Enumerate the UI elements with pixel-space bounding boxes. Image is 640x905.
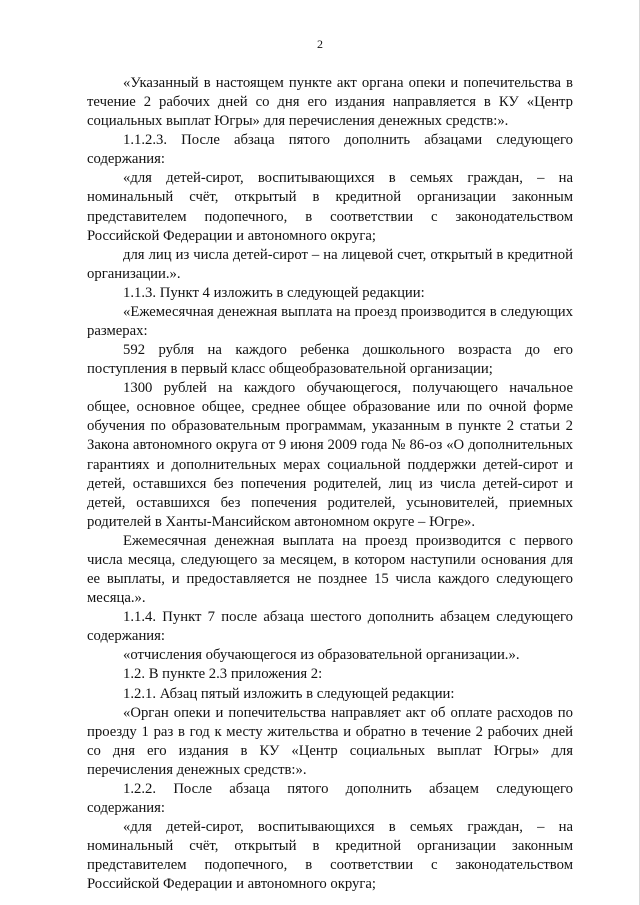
paragraph-8: 1300 рублей на каждого обучающегося, получающего начальное общее, основное общее, среднее общее образование или по очной форме обучения по образовательным программам, указанным в пункте 2 статьи 2 Закона автономного округа от 9 июня 2009 года № 86-оз «О дополнительных гарантиях и дополнительных мерах социальной поддержки детей-сирот и детей, оставшихся без попечения родителей, лиц из числа детей-сирот и детей, оставшихся без попечения родителей, усыновителей, приемных родителей в Ханты-Мансийском автономном округе – Югре». bbox=[87, 380, 573, 530]
page-number: 2 bbox=[317, 37, 323, 51]
paragraph-15: 1.2.2. После абзаца пятого дополнить абзацем следующего содержания: bbox=[87, 780, 573, 816]
paragraph-3: «для детей-сирот, воспитывающихся в семьях граждан, – на номинальный счёт, открытый в кредитной организации законным представителем подопечного, в соответствии с законодательством Российской Федерации и автономного округа; bbox=[87, 170, 573, 244]
paragraph-6: «Ежемесячная денежная выплата на проезд производится в следующих размерах: bbox=[87, 303, 573, 340]
paragraph-4: для лиц из числа детей-сирот – на лицевой счет, открытый в кредитной организации.». bbox=[87, 246, 573, 282]
paragraph-11: «отчисления обучающегося из образовательной организации.». bbox=[123, 647, 520, 664]
paragraph-14: «Орган опеки и попечительства направляет акт об оплате расходов по проезду 1 раз в год к месту жительства и обратно в течение 2 рабочих дней со дня его издания в КУ «Центр социальных выплат Югры» для перечисления денежных средств:». bbox=[87, 704, 573, 778]
document-body bbox=[87, 74, 573, 894]
paragraph-2: 1.1.2.3. После абзаца пятого дополнить абзацами следующего содержания: bbox=[87, 132, 573, 168]
paragraph-1: «Указанный в настоящем пункте акт органа опеки и попечительства в течение 2 рабочих дней со дня его издания направляется в КУ «Центр социальных выплат Югры» для перечисления денежных средств:». bbox=[87, 75, 573, 130]
paragraph-13: 1.2.1. Абзац пятый изложить в следующей редакции: bbox=[123, 685, 455, 702]
paragraph-5: 1.1.3. Пункт 4 изложить в следующей редакции: bbox=[123, 284, 425, 301]
paragraph-12: 1.2. В пункте 2.3 приложения 2: bbox=[123, 666, 323, 683]
paragraph-10: 1.1.4. Пункт 7 после абзаца шестого дополнить абзацем следующего содержания: bbox=[87, 609, 573, 645]
paragraph-16: «для детей-сирот, воспитывающихся в семьях граждан, – на номинальный счёт, открытый в кредитной организации законным представителем подопечного, в соответствии с законодательством Российской Федерации и автономного округа; bbox=[87, 819, 573, 893]
paragraph-7: 592 рубля на каждого ребенка дошкольного возраста до его поступления в первый класс общеобразовательной организации; bbox=[87, 342, 573, 378]
paragraph-9: Ежемесячная денежная выплата на проезд производится с первого числа месяца, следующего за месяцем, в котором наступили основания для ее выплаты, и предоставляется не позднее 15 числа каждого следующего месяца.». bbox=[87, 532, 573, 607]
